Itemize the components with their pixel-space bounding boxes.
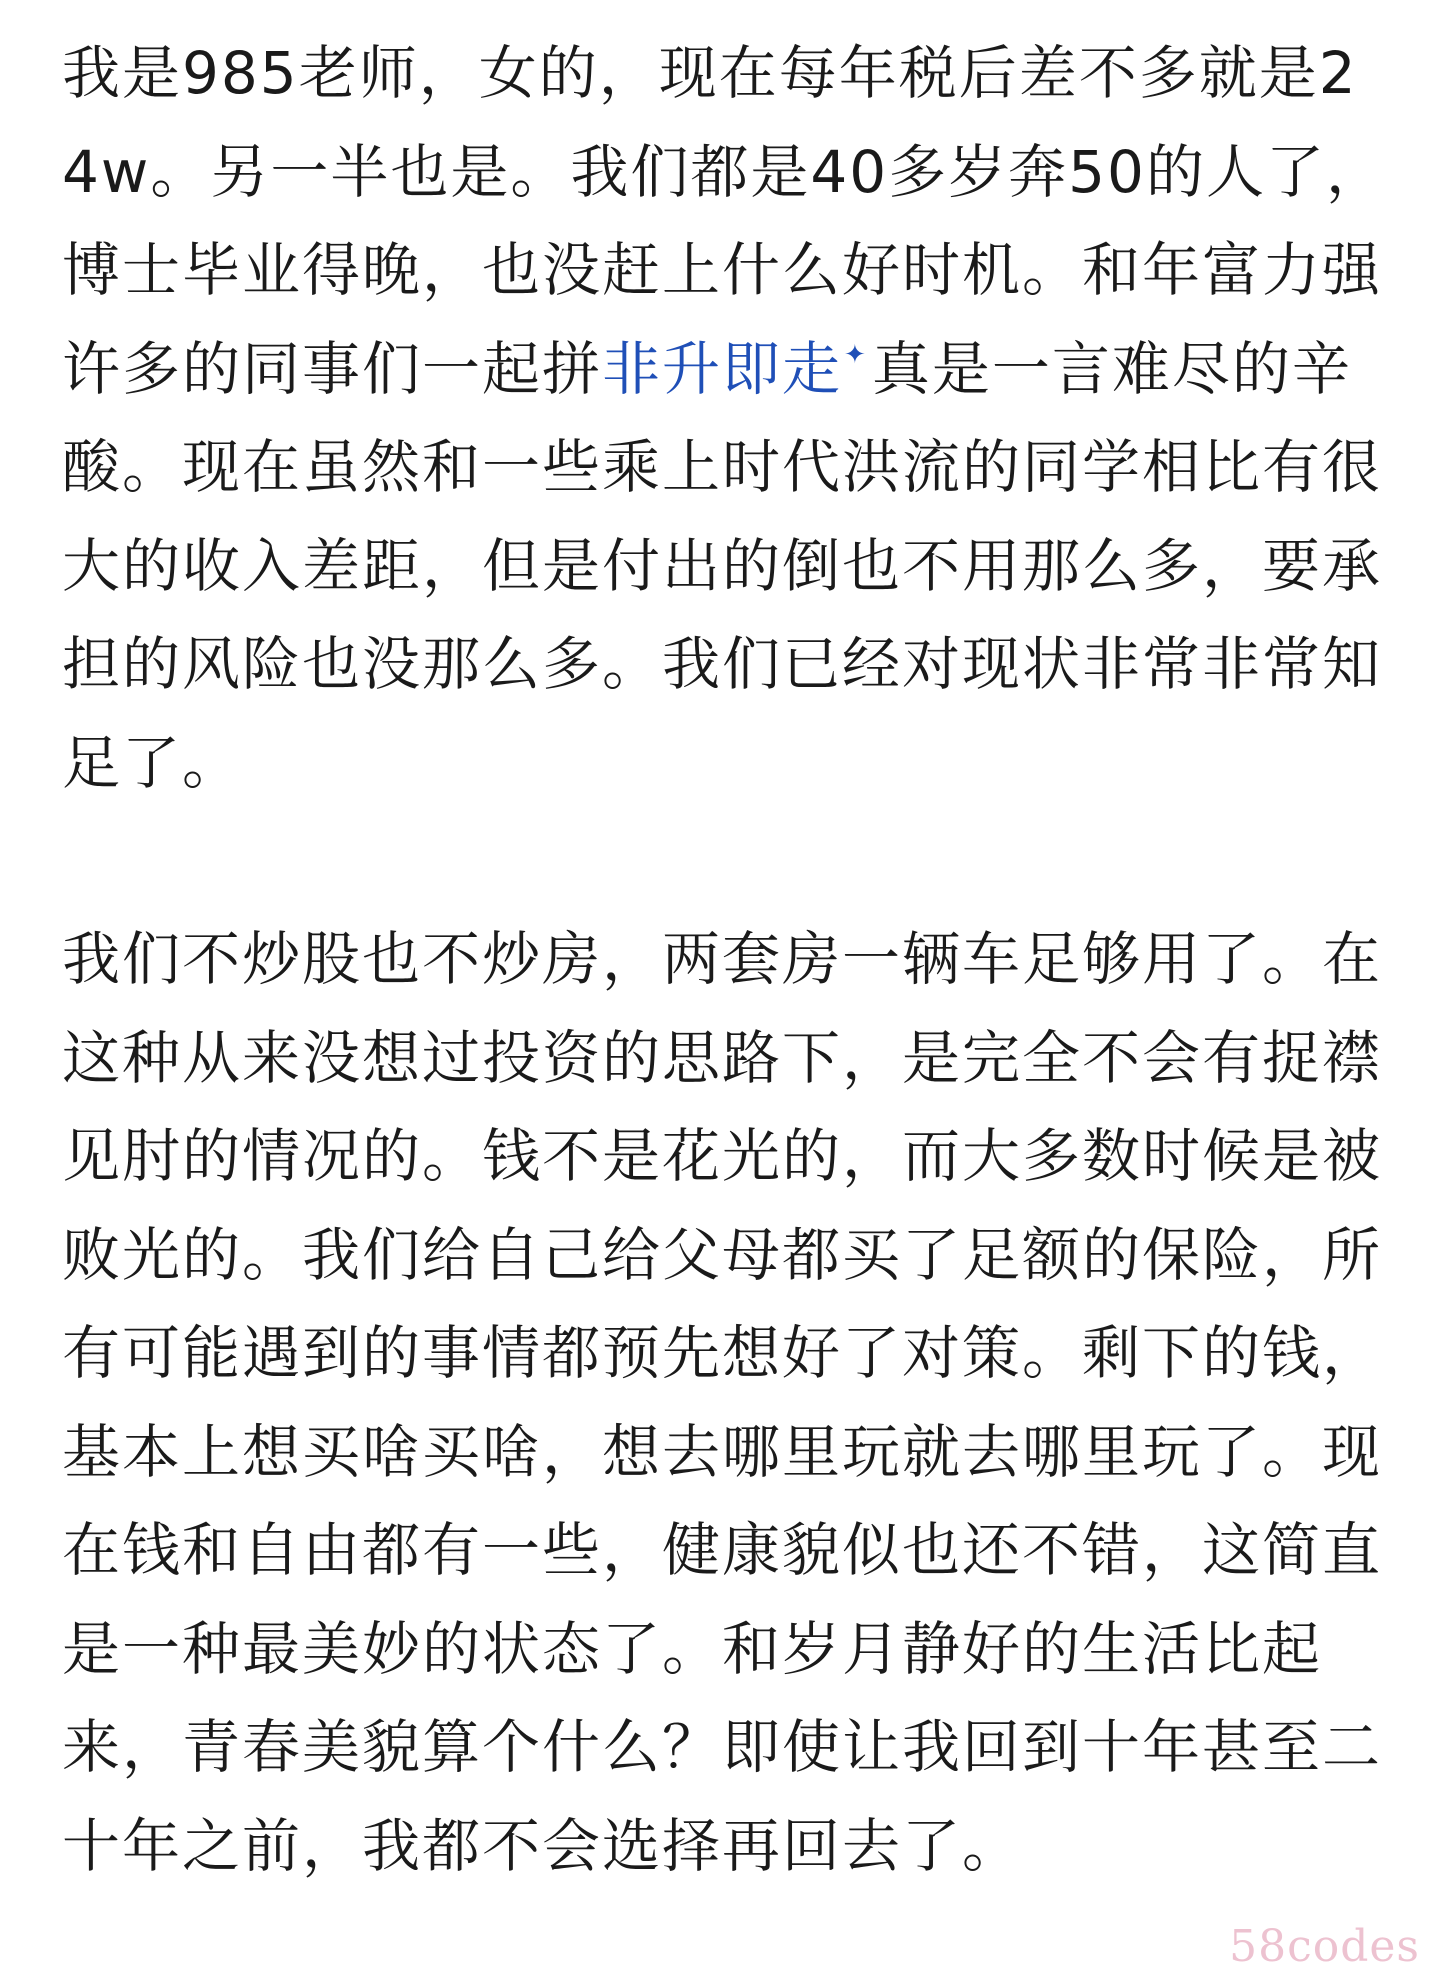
paragraph-1-text-after-link: 真是一言难尽的辛酸。现在虽然和一些乘上时代洪流的同学相比有很大的收入差距，但是付出的倒也不用那么多，要承担的风险也没那么多。我们已经对现状非常非常知足了。 xyxy=(62,334,1383,797)
keyword-link[interactable] xyxy=(602,335,872,403)
answer-paragraph-1 xyxy=(62,24,1392,812)
answer-body xyxy=(62,24,1392,1895)
keyword-link-text[interactable]: 非升即走 xyxy=(602,334,843,403)
sparkle-icon[interactable]: ✦ xyxy=(844,339,868,370)
watermark: 58codes xyxy=(1229,1921,1420,1972)
answer-paragraph-2: 我们不炒股也不炒房，两套房一辆车足够用了。在这种从来没想过投资的思路下，是完全不会有捉襟见肘的情况的。钱不是花光的，而大多数时候是被败光的。我们给自己给父母都买了足额的保险，所有可能遇到的事情都预先想好了对策。剩下的钱，基本上想买啥买啥，想去哪里玩就去哪里玩了。现在钱和自由都有一些，健康貌似也还不错，这简直是一种最美妙的状态了。和岁月静好的生活比起来，青春美貌算个什么？即使让我回到十年甚至二十年之前，我都不会选择再回去了。 xyxy=(62,925,1383,1880)
paragraph-1-text-before-link: 我是985老师，女的，现在每年税后差不多就是24w。另一半也是。我们都是40多岁奔50的人了，博士毕业得晚，也没赶上什么好时机。和年富力强许多的同事们一起拼 xyxy=(62,39,1386,403)
